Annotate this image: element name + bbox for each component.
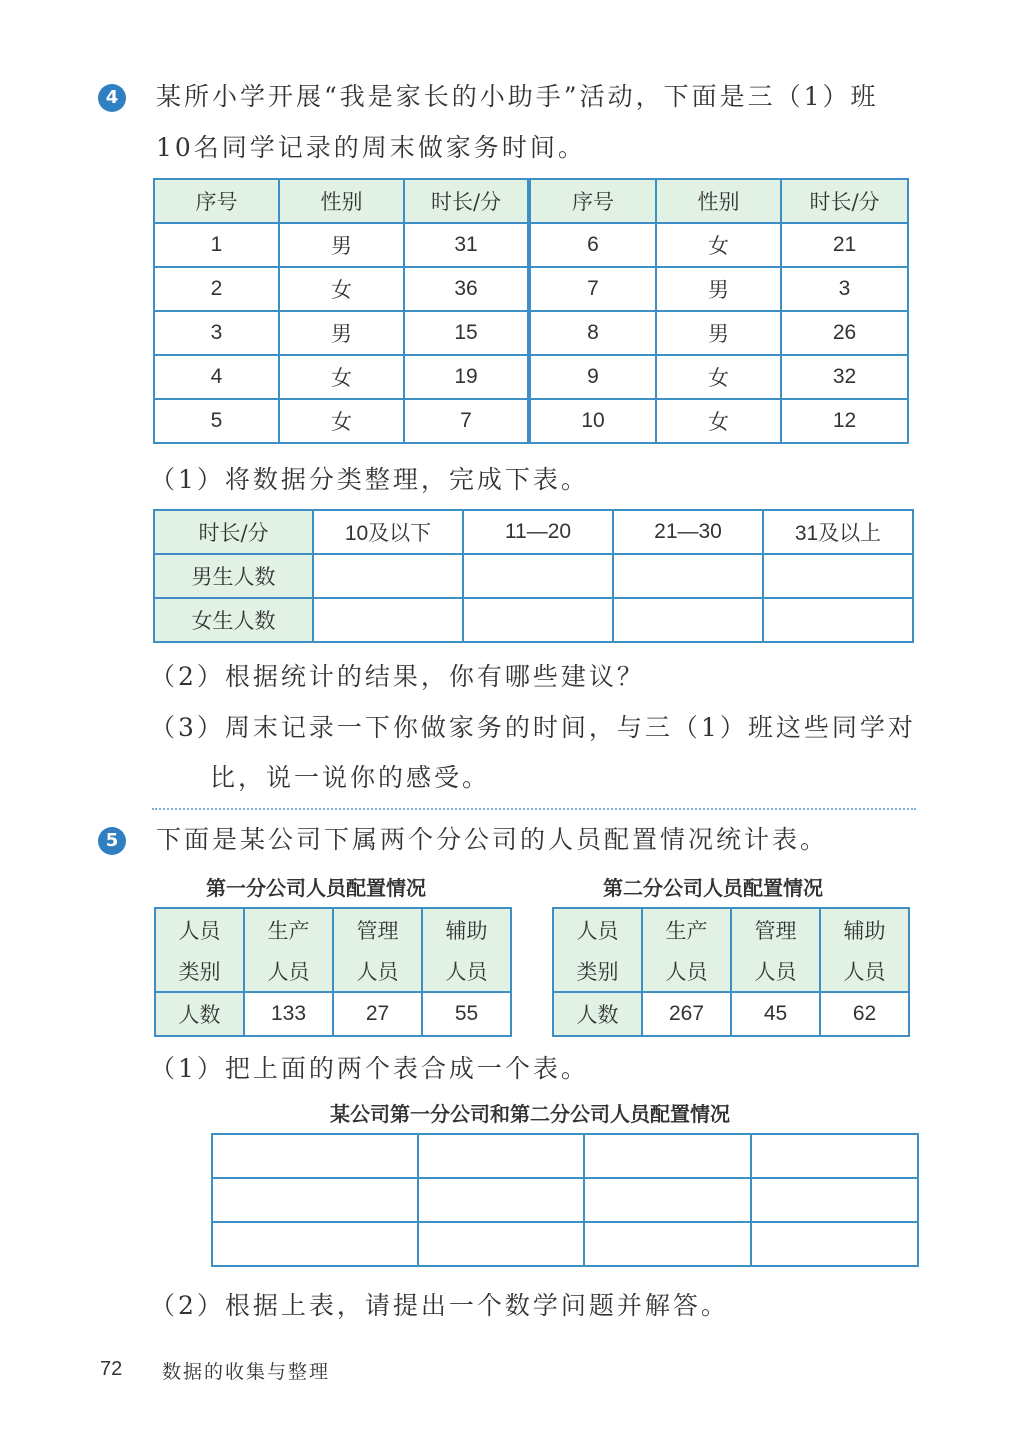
table-row <box>154 223 908 267</box>
table-row <box>212 1134 918 1178</box>
housework-time-table <box>153 178 909 444</box>
row-label: 人数 <box>553 992 642 1036</box>
blank-answer-cell[interactable] <box>763 554 913 598</box>
table-cell: 女 <box>656 399 781 443</box>
blank-answer-cell[interactable] <box>212 1178 418 1222</box>
q4-subquestion-2: （2）根据统计的结果，你有哪些建议？ <box>150 662 645 691</box>
header-cell: 人员 <box>642 950 731 992</box>
table-header-row <box>155 950 511 992</box>
header-cell: 时长/分 <box>404 179 529 223</box>
blank-answer-cell[interactable] <box>313 598 463 642</box>
header-cell: 辅助 <box>422 908 511 950</box>
blank-answer-cell[interactable] <box>584 1134 751 1178</box>
blank-answer-cell[interactable] <box>751 1178 918 1222</box>
table-cell: 7 <box>404 399 529 443</box>
blank-answer-cell[interactable] <box>313 554 463 598</box>
q5-intro: 下面是某公司下属两个分公司的人员配置情况统计表。 <box>156 825 829 854</box>
table-cell: 15 <box>404 311 529 355</box>
q4-text-line1: 某所小学开展“我是家长的小助手”活动，下面是三（1）班 <box>156 82 879 111</box>
header-cell: 人员 <box>333 950 422 992</box>
header-cell: 管理 <box>731 908 820 950</box>
table-cell: 31 <box>404 223 529 267</box>
header-cell: 21—30 <box>613 510 763 554</box>
header-cell: 管理 <box>333 908 422 950</box>
blank-answer-cell[interactable] <box>418 1134 584 1178</box>
branch1-staff-table <box>154 907 512 1037</box>
table-cell: 19 <box>404 355 529 399</box>
table-cell: 36 <box>404 267 529 311</box>
blank-answer-cell[interactable] <box>751 1222 918 1266</box>
table-header-row <box>553 950 909 992</box>
table-cell: 267 <box>642 992 731 1036</box>
header-cell: 时长/分 <box>781 179 908 223</box>
table-cell: 男 <box>656 267 781 311</box>
header-cell: 性别 <box>656 179 781 223</box>
row-label: 男生人数 <box>154 554 313 598</box>
table-row <box>155 992 511 1036</box>
blank-answer-cell[interactable] <box>463 598 613 642</box>
header-cell: 性别 <box>279 179 404 223</box>
classification-table <box>153 509 914 643</box>
table-cell: 5 <box>154 399 279 443</box>
table-row <box>154 267 908 311</box>
table-cell: 男 <box>279 311 404 355</box>
table1-caption: 第一分公司人员配置情况 <box>206 876 426 900</box>
table-cell: 9 <box>529 355 656 399</box>
header-cell: 人员 <box>155 908 244 950</box>
table-cell: 6 <box>529 223 656 267</box>
branch2-staff-table <box>552 907 910 1037</box>
header-cell: 31及以上 <box>763 510 913 554</box>
table-row <box>553 992 909 1036</box>
section-divider <box>152 808 916 810</box>
q4-subquestion-3-line2: 比，说一说你的感受。 <box>210 763 491 792</box>
blank-answer-cell[interactable] <box>584 1178 751 1222</box>
header-cell: 类别 <box>553 950 642 992</box>
q5-subquestion-2: （2）根据上表，请提出一个数学问题并解答。 <box>150 1291 729 1320</box>
table-cell: 26 <box>781 311 908 355</box>
table-cell: 男 <box>279 223 404 267</box>
table-cell: 2 <box>154 267 279 311</box>
table-cell: 55 <box>422 992 511 1036</box>
header-cell: 10及以下 <box>313 510 463 554</box>
blank-answer-cell[interactable] <box>212 1134 418 1178</box>
blank-answer-cell[interactable] <box>463 554 613 598</box>
blank-answer-cell[interactable] <box>613 598 763 642</box>
table-cell: 3 <box>781 267 908 311</box>
blank-answer-cell[interactable] <box>418 1222 584 1266</box>
table-cell: 7 <box>529 267 656 311</box>
table-row <box>154 399 908 443</box>
combined-table-caption: 某公司第一分公司和第二分公司人员配置情况 <box>330 1102 730 1126</box>
table-cell: 4 <box>154 355 279 399</box>
table-row <box>154 355 908 399</box>
header-cell: 11—20 <box>463 510 613 554</box>
table-row <box>212 1178 918 1222</box>
header-cell: 人员 <box>553 908 642 950</box>
table-header-row <box>154 179 908 223</box>
q4-subquestion-1: （1）将数据分类整理，完成下表。 <box>150 465 589 494</box>
header-cell: 人员 <box>731 950 820 992</box>
header-cell: 辅助 <box>820 908 909 950</box>
table-header-row <box>553 908 909 950</box>
table-cell: 女 <box>656 355 781 399</box>
table-row <box>154 554 913 598</box>
table-row <box>154 311 908 355</box>
table-row <box>212 1222 918 1266</box>
question-5-badge: 5 <box>98 827 126 855</box>
chapter-title: 数据的收集与整理 <box>162 1361 331 1383</box>
blank-answer-cell[interactable] <box>212 1222 418 1266</box>
header-cell: 生产 <box>244 908 333 950</box>
page-number: 72 <box>100 1358 123 1380</box>
table-cell: 10 <box>529 399 656 443</box>
question-4-badge: 4 <box>98 84 126 112</box>
table2-caption: 第二分公司人员配置情况 <box>603 876 823 900</box>
table-cell: 62 <box>820 992 909 1036</box>
row-label: 人数 <box>155 992 244 1036</box>
table-cell: 1 <box>154 223 279 267</box>
header-cell: 生产 <box>642 908 731 950</box>
table-cell: 女 <box>656 223 781 267</box>
q4-text-line2: 10名同学记录的周末做家务时间。 <box>156 133 586 162</box>
table-cell: 45 <box>731 992 820 1036</box>
header-cell: 序号 <box>154 179 279 223</box>
q5-subquestion-1: （1）把上面的两个表合成一个表。 <box>150 1054 589 1083</box>
blank-answer-cell[interactable] <box>584 1222 751 1266</box>
combined-blank-table <box>211 1133 919 1267</box>
table-header-row <box>155 908 511 950</box>
blank-answer-cell[interactable] <box>751 1134 918 1178</box>
table-cell: 27 <box>333 992 422 1036</box>
blank-answer-cell[interactable] <box>763 598 913 642</box>
table-header-row <box>154 510 913 554</box>
table-cell: 女 <box>279 355 404 399</box>
table-cell: 男 <box>656 311 781 355</box>
table-cell: 133 <box>244 992 333 1036</box>
row-label: 女生人数 <box>154 598 313 642</box>
header-cell: 人员 <box>244 950 333 992</box>
header-cell: 序号 <box>529 179 656 223</box>
table-row <box>154 598 913 642</box>
blank-answer-cell[interactable] <box>613 554 763 598</box>
table-cell: 女 <box>279 267 404 311</box>
table-cell: 32 <box>781 355 908 399</box>
table-cell: 3 <box>154 311 279 355</box>
header-cell: 人员 <box>820 950 909 992</box>
header-cell: 人员 <box>422 950 511 992</box>
table-cell: 女 <box>279 399 404 443</box>
header-cell: 类别 <box>155 950 244 992</box>
q4-subquestion-3-line1: （3）周末记录一下你做家务的时间，与三（1）班这些同学对 <box>150 713 916 742</box>
table-cell: 21 <box>781 223 908 267</box>
table-cell: 8 <box>529 311 656 355</box>
table-cell: 12 <box>781 399 908 443</box>
blank-answer-cell[interactable] <box>418 1178 584 1222</box>
header-cell: 时长/分 <box>154 510 313 554</box>
